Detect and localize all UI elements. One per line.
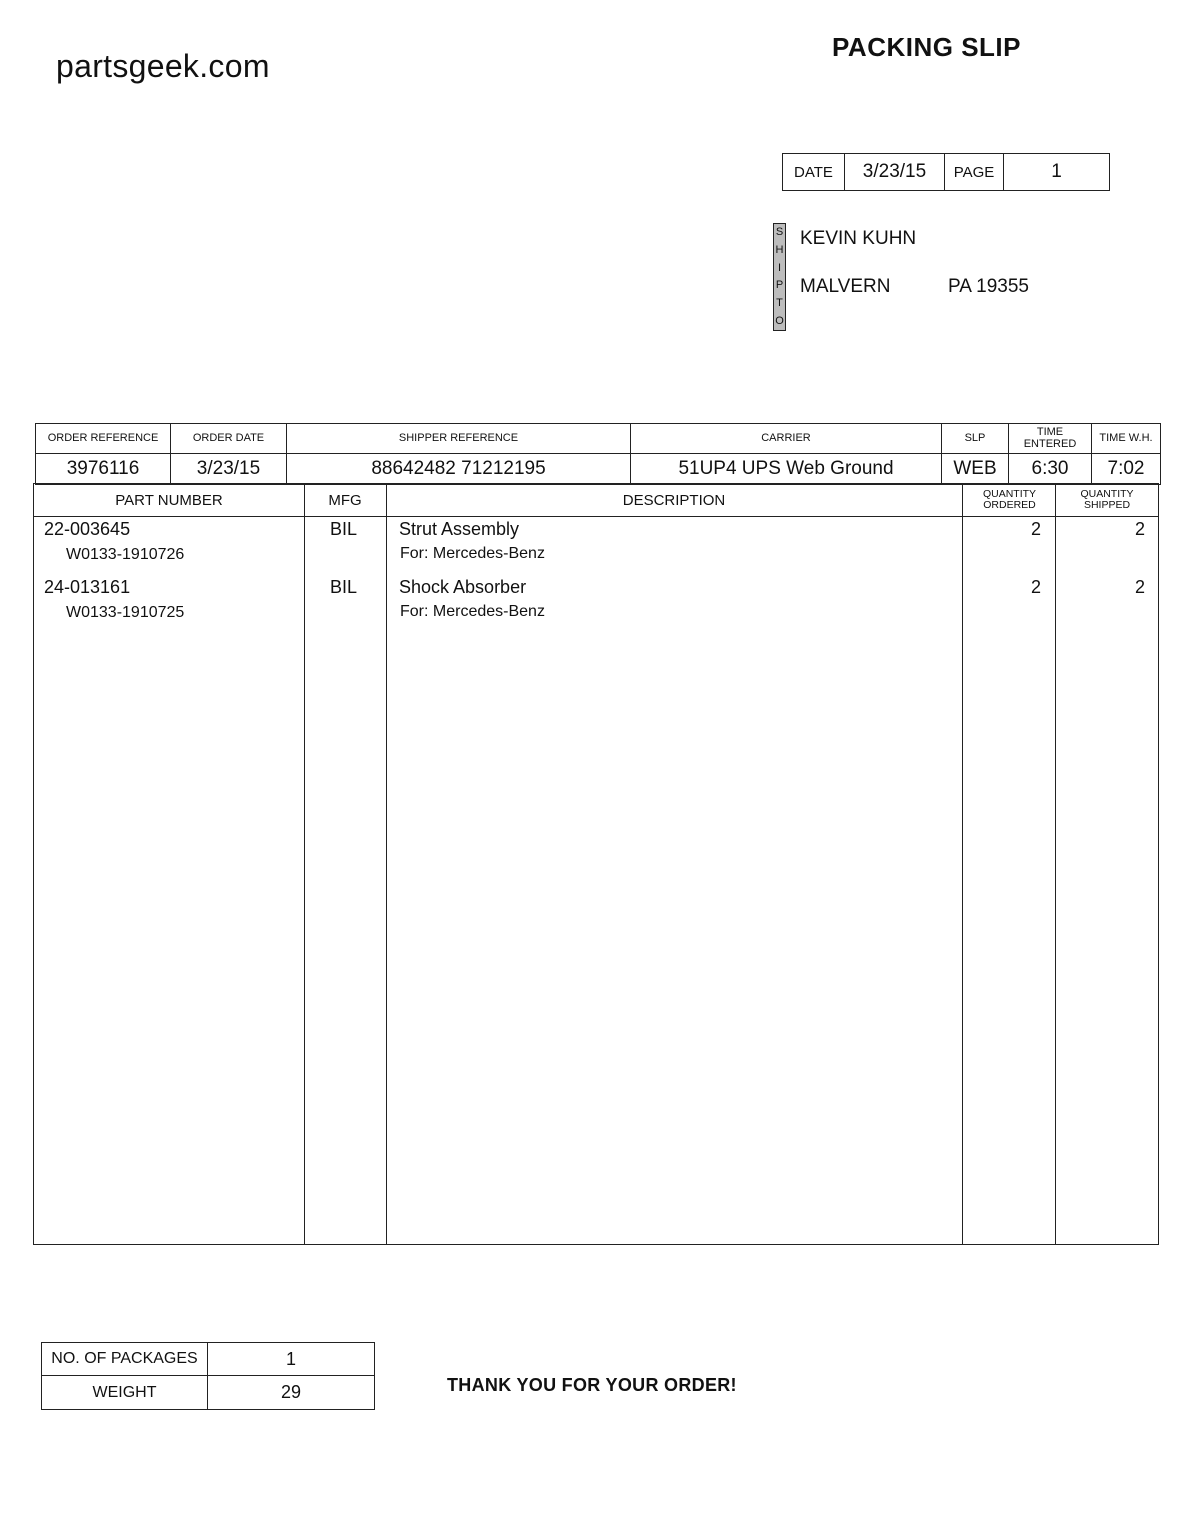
date-value: 3/23/15 (845, 154, 945, 190)
ship-to-name: KEVIN KUHN (800, 228, 917, 249)
ship-to-city: MALVERN (800, 276, 891, 297)
column-divider (962, 484, 963, 1244)
qty-ordered-header: QUANTITY ORDERED (982, 487, 1037, 511)
item-description: Shock Absorber (399, 577, 527, 597)
weight-value: 29 (280, 1382, 302, 1402)
item-qty-ordered: 2 (1031, 577, 1042, 597)
ship-to-state-zip: PA 19355 (948, 276, 1030, 297)
order-date-value: 3/23/15 (171, 454, 287, 484)
date-label: DATE (783, 154, 845, 190)
item-alt-part-number: W0133-1910725 (66, 604, 185, 621)
item-mfg: BIL (330, 519, 358, 539)
page-label: PAGE (945, 154, 1004, 190)
order-date-label: ORDER DATE (171, 424, 287, 453)
item-alt-part-number: W0133-1910726 (66, 546, 185, 563)
company-name: partsgeek.com (56, 48, 270, 84)
item-qty-ordered: 2 (1031, 519, 1042, 539)
packages-value: 1 (285, 1348, 296, 1369)
ship-to-letter: P (775, 279, 784, 292)
date-page-box (782, 153, 1110, 191)
column-divider (304, 484, 305, 1244)
carrier-value: 51UP4 UPS Web Ground (631, 454, 942, 484)
items-table (33, 483, 1159, 1245)
shipper-reference-label: SHIPPER REFERENCE (287, 424, 631, 453)
shipper-reference-value: 88642482 71212195 (287, 454, 631, 484)
item-part-number: 22-003645 (44, 519, 131, 539)
time-entered-label: TIME ENTERED (1009, 424, 1092, 453)
packages-box (41, 1342, 375, 1410)
description-header: DESCRIPTION (622, 491, 726, 509)
page-value: 1 (1051, 161, 1062, 182)
part-number-header: PART NUMBER (115, 491, 223, 509)
packages-label: NO. OF PACKAGES (42, 1343, 208, 1375)
thank-you-message: THANK YOU FOR YOUR ORDER! (447, 1375, 737, 1395)
carrier-label: CARRIER (631, 424, 942, 453)
time-entered-value: 6:30 (1009, 454, 1092, 484)
items-header-row (34, 484, 1158, 517)
order-header-table (35, 423, 1161, 485)
item-part-number: 24-013161 (44, 577, 131, 597)
document-title: PACKING SLIP (832, 32, 1021, 62)
time-wh-value: 7:02 (1107, 458, 1145, 479)
ship-to-tab (773, 223, 786, 331)
slp-value: WEB (942, 454, 1009, 484)
ship-to-letter: T (776, 296, 783, 309)
ship-to-letter: O (775, 314, 784, 327)
item-vehicle: For: Mercedes-Benz (400, 545, 545, 562)
slp-label: SLP (942, 424, 1009, 453)
ship-to-letter: I (777, 261, 782, 274)
order-reference-label: ORDER REFERENCE (36, 424, 171, 453)
weight-label: WEIGHT (42, 1376, 208, 1409)
order-reference-value: 3976116 (36, 454, 171, 484)
ship-to-letter: H (775, 243, 784, 256)
column-divider (1055, 484, 1056, 1244)
time-wh-label: TIME W.H. (1099, 431, 1153, 444)
qty-shipped-header: QUANTITY SHIPPED (1080, 487, 1134, 511)
item-vehicle: For: Mercedes-Benz (400, 603, 545, 620)
item-qty-shipped: 2 (1135, 577, 1146, 597)
item-description: Strut Assembly (399, 519, 520, 539)
ship-to-letter: S (775, 226, 784, 239)
column-divider (386, 484, 387, 1244)
mfg-header: MFG (328, 491, 362, 509)
item-mfg: BIL (330, 577, 358, 597)
item-qty-shipped: 2 (1135, 519, 1146, 539)
